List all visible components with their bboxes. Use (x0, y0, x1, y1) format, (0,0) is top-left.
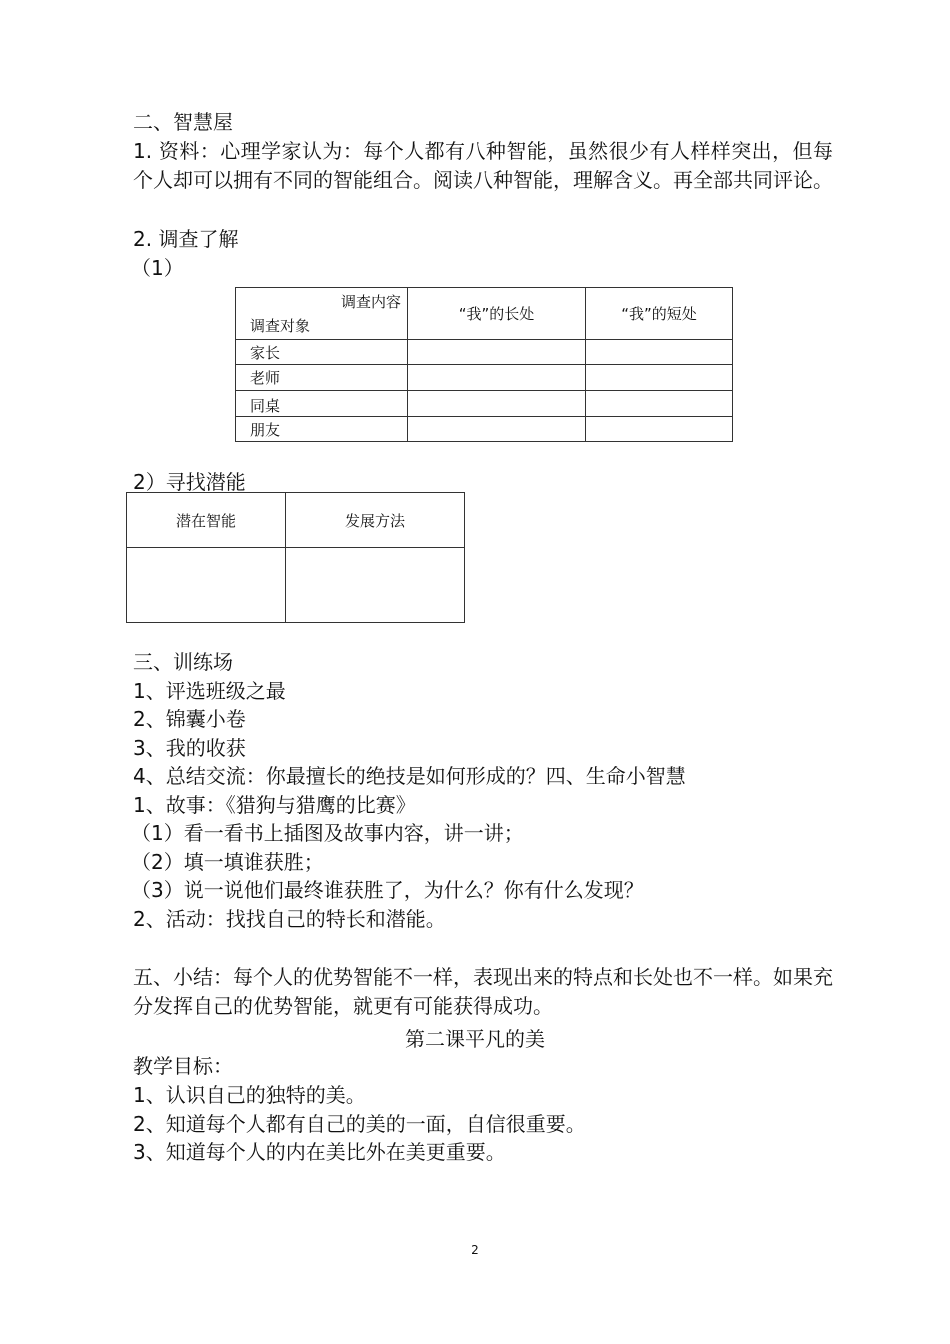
section-title-training: 三、训练场 (133, 650, 233, 674)
lesson-title: 第二课平凡的美 (405, 1027, 545, 1051)
cell-empty (586, 391, 733, 417)
cell-empty (586, 365, 733, 391)
sub-item-2-find-potential: 2）寻找潜能 (133, 470, 246, 494)
page-number: 2 (471, 1243, 479, 1257)
list-item: 3、知道每个人的内在美比外在美更重要。 (133, 1140, 506, 1164)
cell-empty (127, 548, 286, 623)
survey-table (235, 287, 733, 442)
cell-empty (286, 548, 465, 623)
table-row (236, 340, 733, 365)
header-survey-content: 调查内容 (340, 292, 401, 311)
header-my-strength: “我”的长处 (408, 288, 586, 340)
cell-empty (408, 417, 586, 442)
item-survey: 2. 调查了解 (133, 227, 239, 251)
list-item: 2、锦囊小卷 (133, 707, 246, 731)
list-item: （3）说一说他们最终谁获胜了，为什么？你有什么发现？ (131, 878, 644, 902)
summary-paragraph: 五、小结：每个人的优势智能不一样，表现出来的特点和长处也不一样。如果充分发挥自己的优势智能，就更有可能获得成功。 (133, 965, 833, 1018)
cell-empty (408, 340, 586, 365)
section-title-wisdom-house: 二、智慧屋 (133, 110, 233, 134)
list-item: 1、故事：《猎狗与猎鹰的比赛》 (133, 793, 416, 817)
list-item: （2）填一填谁获胜； (131, 850, 324, 874)
sub-item-1: （1） (131, 256, 184, 280)
survey-header-diagonal-cell (236, 288, 408, 340)
row-label: 同桌 (236, 391, 408, 417)
paragraph-material: 1. 资料：心理学家认为：每个人都有八种智能，虽然很少有人样样突出，但每个人却可以拥有不同的智能组合。阅读八种智能，理解含义。再全部共同评论。 (133, 139, 833, 192)
teaching-goals-title: 教学目标： (133, 1054, 233, 1078)
list-item: 2、知道每个人都有自己的美的一面，自信很重要。 (133, 1112, 586, 1136)
header-survey-object: 调查对象 (250, 316, 311, 335)
list-item: 2、活动：找找自己的特长和潜能。 (133, 907, 446, 931)
table-row (236, 417, 733, 442)
potential-table (126, 492, 465, 623)
cell-empty (408, 365, 586, 391)
list-item: 4、总结交流：你最擅长的绝技是如何形成的？四、生命小智慧 (133, 764, 686, 788)
row-label: 老师 (236, 365, 408, 391)
cell-empty (408, 391, 586, 417)
cell-empty (586, 340, 733, 365)
header-development-method: 发展方法 (286, 493, 465, 548)
table-row (236, 391, 733, 417)
list-item: 3、我的收获 (133, 736, 246, 760)
cell-empty (586, 417, 733, 442)
header-potential-intelligence: 潜在智能 (127, 493, 286, 548)
row-label: 朋友 (236, 417, 408, 442)
list-item: 1、认识自己的独特的美。 (133, 1083, 366, 1107)
table-row (236, 365, 733, 391)
header-my-weakness: “我”的短处 (586, 288, 733, 340)
list-item: （1）看一看书上插图及故事内容，讲一讲； (131, 821, 524, 845)
list-item: 1、评选班级之最 (133, 679, 286, 703)
table-row (127, 548, 465, 623)
row-label: 家长 (236, 340, 408, 365)
